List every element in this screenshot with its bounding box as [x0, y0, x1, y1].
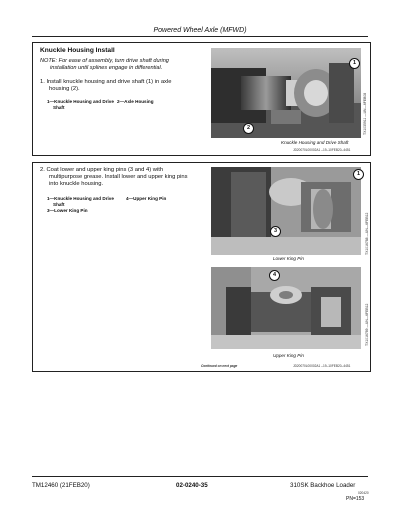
legend-item-4: 4—Upper King Pin: [126, 196, 167, 201]
caption-upper-king-pin: Upper King Pin: [273, 353, 304, 358]
callout-3-label: 3: [270, 226, 281, 237]
step-2-line-3: into knuckle housing.: [49, 181, 104, 187]
reference-code: JD20070L00002A1 –19–10FEB20–4451: [293, 148, 351, 152]
header-divider: [32, 36, 368, 37]
section-title: Knuckle Housing Install: [40, 47, 115, 54]
footer-page-number: PN=153: [346, 496, 365, 502]
legend-item-1-line-1: 1—Knuckle Housing and Drive: [47, 196, 114, 201]
step-1-line-1: 1. Install knuckle housing and drive shaft (1) in axle: [40, 79, 172, 85]
upper-king-pin-photo: [211, 267, 361, 349]
callout-1: [349, 58, 360, 69]
legend-item-1: [47, 99, 114, 111]
reference-code: JD20070L00002A1 –19–10FEB20–4451: [293, 364, 351, 368]
footer-machine-name: 310SK Backhoe Loader: [290, 482, 356, 489]
note-line-2: installation until splines engage in differential.: [50, 65, 163, 71]
callout-3: [270, 226, 281, 237]
step-2-line-1: 2. Coat lower and upper king pins (3 and 4) with: [40, 167, 164, 173]
photo-caption: Knuckle Housing and Drive Shaft: [281, 140, 349, 145]
callout-1-label: 1: [349, 58, 360, 69]
step-2: [40, 167, 215, 188]
legend-item-2: 2—Axle Housing: [117, 99, 154, 104]
step-1: [40, 79, 210, 93]
caption-lower-king-pin: Lower King Pin: [273, 256, 304, 261]
callout-1-label: 1: [353, 169, 364, 180]
footer-page-code: 02-0240-35: [176, 482, 208, 489]
legend-item-1-line-2: Shaft: [53, 105, 65, 110]
footer-doc-code: TM12460 (21FEB20): [32, 482, 90, 489]
legend-item-1-line-2: Shaft: [53, 202, 65, 207]
legend-item-3: 3—Lower King Pin: [47, 208, 88, 213]
step-1-line-2: housing (2).: [49, 86, 80, 92]
section-king-pins: [32, 162, 371, 372]
footer-divider: [32, 476, 368, 477]
image-code-2: TX1016789 —UN—6FEB12: [365, 303, 369, 346]
callout-4-label: 4: [269, 270, 280, 281]
callout-2-label: 2: [243, 123, 254, 134]
step-2-line-2: multipurpose grease. Install lower and upper king pins: [49, 174, 188, 180]
note-line-1: NOTE: For ease of assembly, turn drive shaft during: [40, 58, 169, 64]
callout-2: [243, 123, 254, 134]
section-knuckle-housing-install: [32, 42, 371, 156]
continued-on-next-page: Continued on next page: [201, 364, 238, 368]
image-code: TX1035911 —UN—6FEB08: [363, 92, 367, 135]
callout-1: [353, 169, 364, 180]
legend-item-1: [47, 196, 114, 214]
footer-date-code: 020420: [358, 491, 369, 495]
lower-king-pin-photo: [211, 167, 361, 255]
callout-4: [269, 270, 280, 281]
page-header-title: Powered Wheel Axle (MFWD): [153, 27, 247, 34]
image-code-1: TX1016788 —UN—6FEB12: [365, 212, 369, 255]
install-note: [40, 58, 210, 72]
legend-item-1-line-1: 1—Knuckle Housing and Drive: [47, 99, 114, 104]
knuckle-housing-photo: [211, 48, 361, 138]
